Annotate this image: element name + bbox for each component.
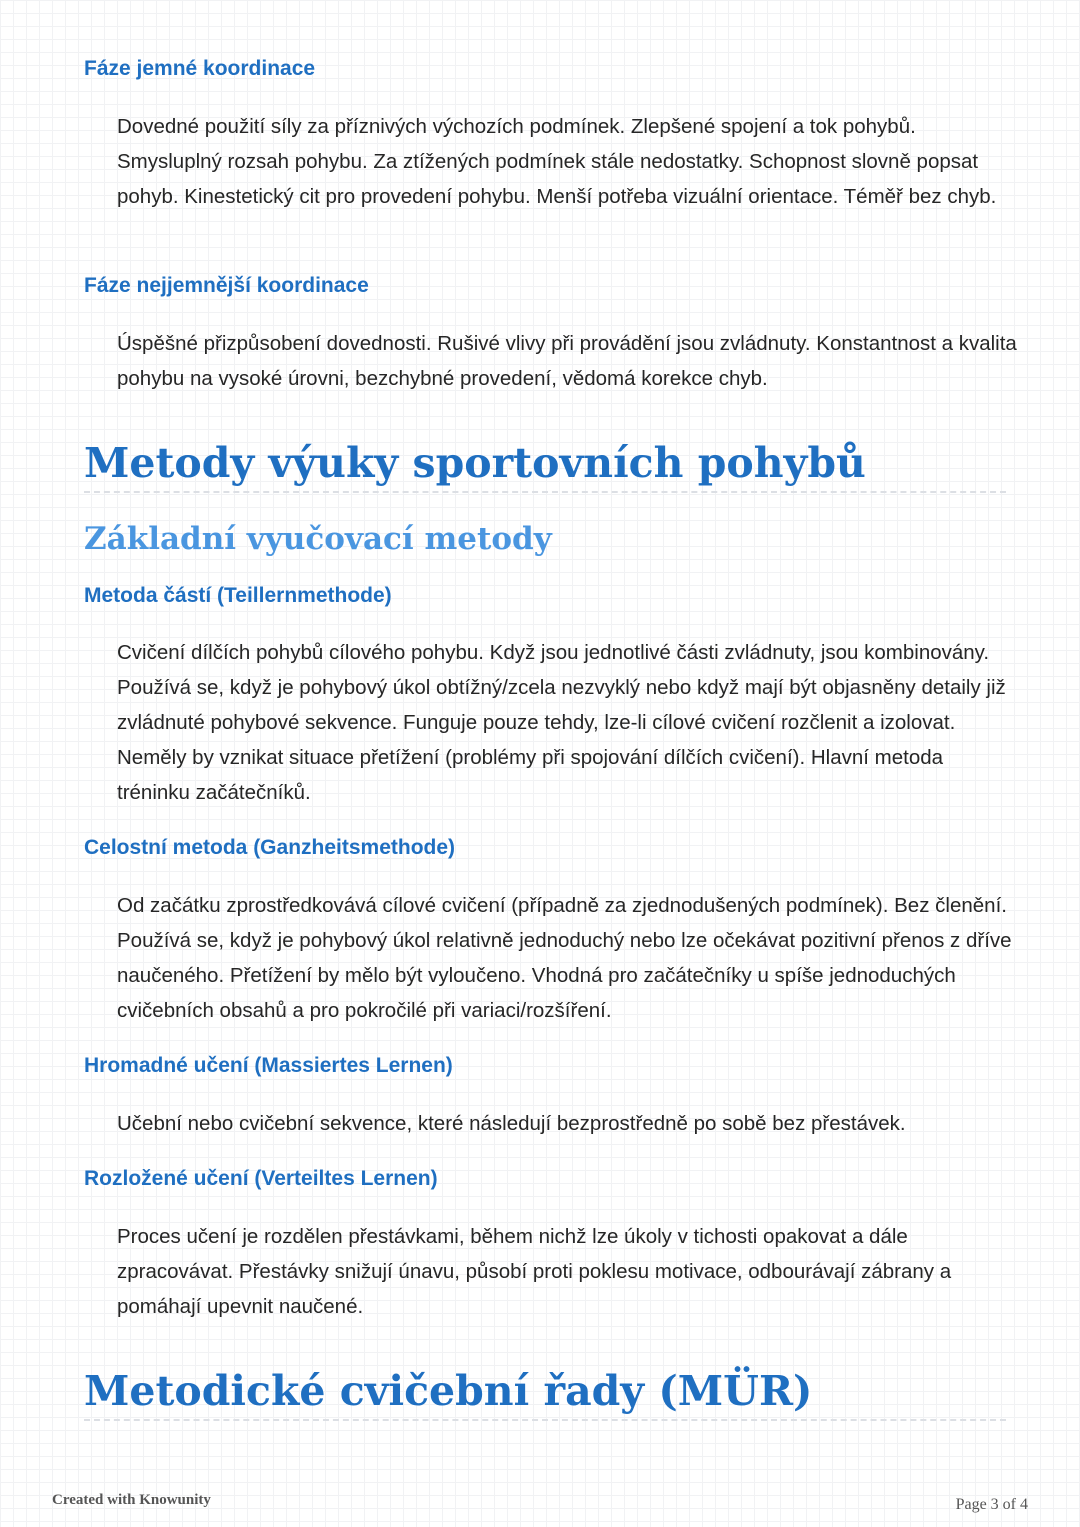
heading-metoda-casti: Metoda částí (Teillernmethode) [84,584,392,607]
paragraph-rozlozene-uceni: Proces učení je rozdělen přestávkami, během nichž lze úkoly v tichosti opakovat a dále zpracovávat. Přestávky snižují únavu, působí proti poklesu motivace, odbourávají zábrany a pomáhají upevnit naučené. [117,1225,952,1318]
footer-created-with: Created with Knowunity [52,1492,211,1508]
heading-zakladni-vyucovaci-metody: Základní vyučovací metody [84,521,552,557]
heading-metody-vyuky: Metody výuky sportovních pohybů [84,439,866,487]
paragraph-celostni-metoda: Od začátku zprostředkovává cílové cvičení (případně za zjednodušených podmínek). Bez členění. Používá se, když je pohybový úkol relativně jednoduchý nebo lze očekávat pozitivní přenos z dříve naučeného. Přetížení by mělo být vyloučeno. Vhodná pro začátečníky u spíše jednoduchých cvičebních obsahů a pro pokročilé při variaci/rozšíření. [117,894,1012,1022]
paragraph-faze-jemne-koordinace: Dovedné použití síly za příznivých výchozích podmínek. Zlepšené spojení a tok pohybů. Smysluplný rozsah pohybu. Za ztížených podmínek stále nedostatky. Schopnost slovně popsat pohyb. Kinestetický cit pro provedení pohybu. Menší potřeba vizuální orientace. Téměř bez chyb. [117,115,997,208]
heading-faze-nejjemnejsi-koordinace: Fáze nejjemnější koordinace [84,274,369,297]
paragraph-hromadne-uceni: Učební nebo cvičební sekvence, které následují bezprostředně po sobě bez přestávek. [117,1112,906,1135]
paragraph-faze-nejjemnejsi-koordinace: Úspěšné přizpůsobení dovednosti. Rušivé vlivy při provádění jsou zvládnuty. Konstantnost a kvalita pohybu na vysoké úrovni, bezchybné provedení, vědomá korekce chyb. [117,332,1017,390]
heading-metodicke-cvicebni-rady: Metodické cvičební řady (MÜR) [84,1367,813,1415]
heading-faze-jemne-koordinace: Fáze jemné koordinace [84,57,316,80]
paragraph-metoda-casti: Cvičení dílčích pohybů cílového pohybu. Když jsou jednotlivé části zvládnuty, jsou kombinovány. Používá se, když je pohybový úkol obtížný/zcela nezvyklý nebo když mají být objasněny detaily již zvládnuté pohybové sekvence. Funguje pouze tehdy, lze-li cílové cvičení rozčlenit a izolovat. Neměly by vznikat situace přetížení (problémy při spojování dílčích cvičení). Hlavní metoda tréninku začátečníků. [117,641,1006,804]
heading-celostni-metoda: Celostní metoda (Ganzheitsmethode) [84,836,456,859]
footer-page-number: Page 3 of 4 [955,1496,1028,1513]
heading-divider [84,1419,1006,1421]
heading-rozlozene-uceni: Rozložené učení (Verteiltes Lernen) [84,1167,438,1190]
heading-hromadne-uceni: Hromadné učení (Massiertes Lernen) [84,1054,453,1077]
heading-divider [84,491,1006,493]
